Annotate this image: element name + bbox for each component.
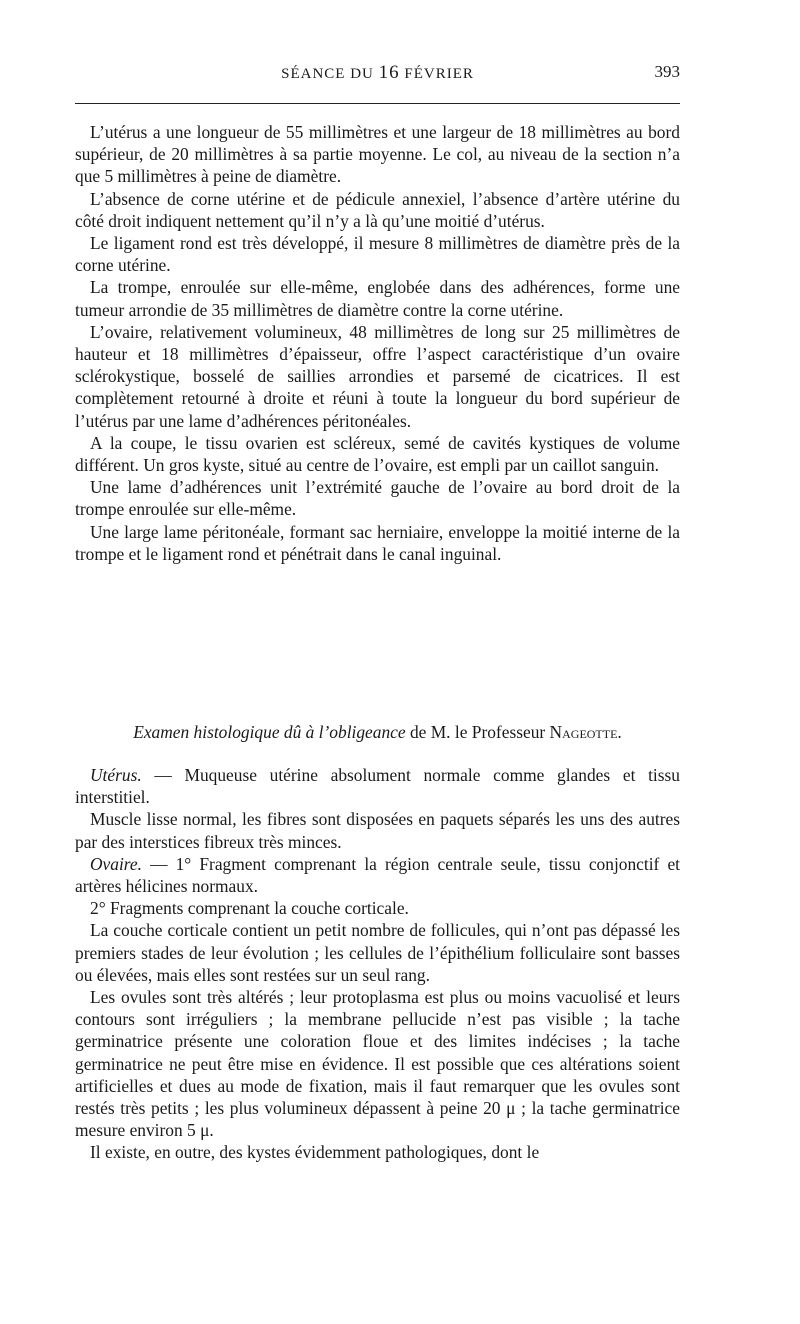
professor-name: Nageotte.	[549, 722, 622, 742]
heading-italic: Examen histologique dû à l’obligeance	[133, 722, 406, 742]
heading-middle: de M. le Professeur	[405, 722, 550, 742]
paragraph: La trompe, enroulée sur elle-même, englobée dans des adhérences, forme une tumeur arrondie de 35 millimètres de diamètre contre la corne utérine.	[75, 277, 680, 320]
title-before: SÉANCE DU	[281, 66, 379, 82]
paragraph: L’utérus a une longueur de 55 millimètres et une largeur de 18 millimètres au bord supérieur, de 20 millimètres à sa partie moyenne. Le col, au niveau de la section n’a que 5 millimètres à peine de diamètre.	[75, 122, 680, 187]
ovaire-label: Ovaire.	[90, 853, 142, 874]
paragraph: Le ligament rond est très développé, il mesure 8 millimètres de diamètre près de la corne utérine.	[75, 233, 680, 276]
paragraph: A la coupe, le tissu ovarien est scléreux, semé de cavités kystiques de volume différent. Un gros kyste, situé au centre de l’ovaire, est empli par un caillot sanguin.	[75, 432, 680, 476]
paragraph: Les ovules sont très altérés ; leur protoplasma est plus ou moins vacuolisé et leurs contours sont irréguliers ; la membrane pellucide n’est pas visible ; la tache germinatrice présente une coloration floue et des limites indécises ; la tache germinatrice ne peut être mise en évidence. Il est possible que ces altérations soient artificielles et dues au mode de fixation, mais il faut remarquer que les ovules sont restés très petits ; les plus volumineux dépassent à peine 20 μ ; la tache germinatrice mesure environ 5 μ.	[75, 987, 680, 1141]
uterus-text: — Muqueuse utérine absolument normale comme glandes et tissu interstitiel.	[75, 765, 680, 808]
paragraph: Une lame d’adhérences unit l’extrémité gauche de l’ovaire au bord droit de la trompe enroulée sur elle-même.	[75, 477, 680, 520]
title-number: 16	[378, 62, 400, 83]
paragraph: 2° Fragments comprenant la couche corticale.	[90, 898, 409, 919]
running-header	[75, 62, 680, 88]
page-number: 393	[654, 62, 680, 81]
uterus-label: Utérus.	[90, 765, 142, 785]
histology-text	[75, 764, 680, 1164]
title-after: FÉVRIER	[399, 66, 474, 82]
main-text	[75, 121, 680, 565]
paragraph-ovaire	[75, 853, 680, 897]
ovaire-text: — 1° Fragment comprenant la région centrale seule, tissu conjonctif et artères hélicines normaux.	[75, 853, 680, 897]
paragraph: L’absence de corne utérine et de pédicule annexiel, l’absence d’artère utérine du côté droit indiquent nettement qu’il n’y a là qu’une moitié d’utérus.	[75, 188, 680, 231]
paragraph: Muscle lisse normal, les fibres sont disposées en paquets séparés les uns des autres par des interstices fibreux très minces.	[75, 809, 680, 852]
paragraph: L’ovaire, relativement volumineux, 48 millimètres de long sur 25 millimètres de hauteur et 18 millimètres d’épaisseur, offre l’aspect caractéristique d’un ovaire sclérokystique, bosselé de saillies arrondies et parsemé de cicatrices. Il est complètement retourné à droite et réuni à toute la longueur du bord supérieur de l’utérus par une lame d’adhérences péritonéales.	[75, 321, 680, 431]
paragraph: Il existe, en outre, des kystes évidemment pathologiques, dont le	[90, 1142, 540, 1163]
paragraph: La couche corticale contient un petit nombre de follicules, qui n’ont pas dépassé les premiers stades de leur évolution ; les cellules de l’épithélium folliculaire sont basses ou élevées, mais elles sont restées sur un seul rang.	[75, 920, 680, 985]
header-rule	[75, 103, 680, 104]
paragraph: Une large lame péritonéale, formant sac herniaire, enveloppe la moitié interne de la trompe et le ligament rond et pénétrait dans le canal inguinal.	[75, 521, 680, 564]
running-title	[75, 62, 680, 84]
section-heading	[75, 721, 680, 743]
paragraph-uterus	[75, 764, 680, 808]
